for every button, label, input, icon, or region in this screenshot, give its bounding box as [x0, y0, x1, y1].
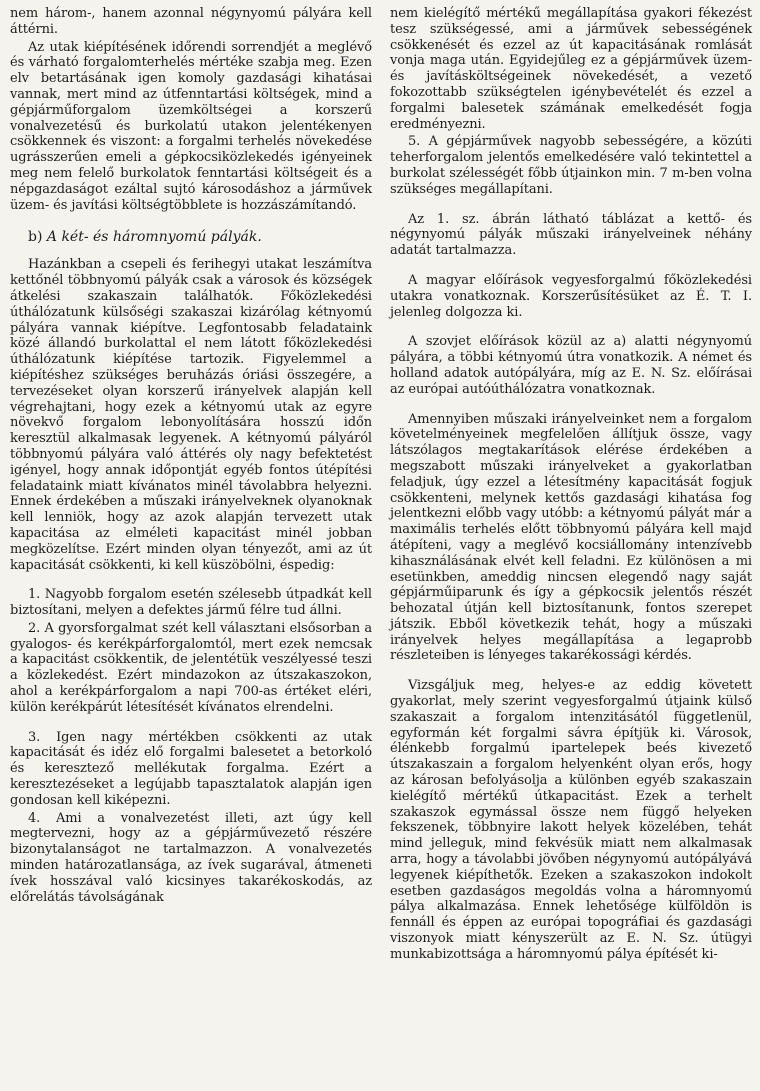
list-item: 5. A gépjárművek nagyobb sebességére, a közúti teherforgalom jelentős emelkedésére való tekintettel a burkolat szélességét főbb útjainkon min. 7 m-ben volna szükséges megállapítani.	[390, 134, 752, 197]
paragraph: Az utak kiépítésének időrendi sorrendjét a meglévő és várható forgalomterhelés mértéke szabja meg. Ezen elv betartásának igen komoly gazdasági kihatásai vannak, mert mind az útfenntartási költségek, mind a gépjárműforgalom üzemköltségei a korszerű vonalvezetésű és burkolatú utakon jelentékenyen csökkennek és viszont: a forgalmi terhelés növekedése ugrásszerűen emeli a gépkocsiközlekedés igényeinek meg nem felelő burkolatok fenntartási költségeit és a népgazdaságot ezáltal sujtó károsodáshoz a járművek üzem- és javítási költségtöbblete is hozzászámítandó.	[10, 39, 372, 213]
list-item: 4. Ami a vonalvezetést illeti, azt úgy kell megtervezni, hogy az a gépjárművezető részére bizonytalanságot ne tartalmazzon. A vonalvezetés minden határozatlansága, az ívek sugarával, átmeneti ívek hosszával való kicsinyes takarékoskodás, az előrelátás távolságának	[10, 810, 372, 905]
paragraph: nem kielégítő mértékű megállapítása gyakori fékezést tesz szükségessé, ami a járművek sebességének csökkenését és ezzel az út kapacitásának romlását vonja maga után. Egyidejűleg ez a gépjárművek üzem- és javításköltségeinek növekedését, a vezető fokozottabb szükségtelen igénybevételét és ezzel a forgalmi balesetek számának emelkedését fogja eredményezni.	[390, 6, 752, 132]
section-heading	[10, 229, 372, 245]
list-item: 3. Igen nagy mértékben csökkenti az utak kapacitását és idéz elő forgalmi balesetet a betorkoló és keresztező mellékutak forgalma. Ezért a keresztezéseket a legújabb tapasztalatok alapján igen gondosan kell kiképezni.	[10, 729, 372, 808]
paragraph: A magyar előírások vegyesforgalmú főközlekedési utakra vonatkoznak. Korszerűsítésüket az É. T. I. jelenleg dolgozza ki.	[390, 272, 752, 320]
paragraph: A szovjet előírások közül az a) alatti négynyomú pályára, a többi kétnyomú útra vonatkozik. A német és holland adatok autópályára, míg az E. N. Sz. előírásai az európai autóúthálózatra vonatkoznak.	[390, 334, 752, 397]
list-item: 2. A gyorsforgalmat szét kell választani elsősorban a gyalogos- és kerékpárforgalomtól, mert ezek nemcsak a kapacitást csökkentik, de jelentétük veszélyessé teszi a közlekedést. Ezért mindazokon az útszakaszokon, ahol a kerékpárforgalom a napi 700-as értéket eléri, külön kerékpárút létesítését kívánatos elrendelni.	[10, 620, 372, 715]
paragraph: Amennyiben műszaki irányelveinket nem a forgalom követelményeinek megfelelően állítjuk össze, vagy látszólagos megtakarítások elérése érdekében a megszabott műszaki irányelveket a gyakorlatban feladjuk, úgy ezzel a létesítmény kapacitását fogjuk csökkenteni, melynek kettős gazdasági kihatása fog jelentkezni előbb vagy utóbb: a kétnyomú pályát már a maximális terhelés előtt többnyomú pályára kell majd átépíteni, vagy a meglévő kocsiállomány intenzívebb kihasználásának elvét kell feladni. Ez különösen a mi esetünkben, ameddig nincsen elegendő nagy saját gépjárműiparunk és így a gépkocsik jelentős részét behozatal útján kell biztosítanunk, fontos szerepet játszik. Ebből következik tehát, hogy a műszaki irányelvek helyes megállapítása a legaprobb részleteiben is lényeges takarékossági kérdés.	[390, 411, 752, 664]
right-column	[390, 6, 752, 963]
paragraph: Az 1. sz. ábrán látható táblázat a kettő- és négynyomú pályák műszaki irányelveinek néhány adatát tartalmazza.	[390, 211, 752, 259]
paragraph: Vizsgáljuk meg, helyes-e az eddig követett gyakorlat, mely szerint vegyesforgalmú útjaink külső szakaszait a forgalom intenzitásától függetlenül, egyformán két forgalmi sávra építjük ki. Városok, élénkebb forgalmú ipartelepek beés kivezető útszakaszain a forgalom helyenként olyan erős, hogy az károsan befolyásolja a különben egyéb szakaszain kielégítő mértékű útkapacitást. Ezek a terhelt szakaszok egymással össze nem függő helyeken fekszenek, többnyire lakott helyek közelében, tehát mind jelleguk, mind fekvésük miatt nem alkalmasak arra, hogy a távolabbi jövőben négynyomú autópályává legyenek kiépíthetők. Ezeken a szakaszokon indokolt esetben gazdaságos megoldás volna a háromnyomú pálya alkalmazása. Ennek lehetősége külföldön is fennáll és éppen az európai topográfiai és gazdasági viszonyok miatt kényszerült az E. N. Sz. útügyi munkabizottsága a háromnyomú pálya építését ki-	[390, 678, 752, 962]
section-number: b)	[28, 229, 43, 246]
section-title: A két- és háromnyomú pályák.	[46, 229, 262, 246]
list-item: 1. Nagyobb forgalom esetén szélesebb útpadkát kell biztosítani, melyen a defektes jármű félre tud állni.	[10, 587, 372, 619]
left-column	[10, 6, 372, 905]
paragraph: nem három-, hanem azonnal négynyomú pályára kell áttérni.	[10, 6, 372, 37]
paragraph: Hazánkban a csepeli és ferihegyi utakat leszámítva kettőnél többnyomú pályák csak a városok és községek átkelési szakaszain találhatók. Főközlekedési úthálózatunk külsőségi szakaszai kizárólag kétnyomú pályára vannak kiépítve. Legfontosabb feladataink közé állandó burkolattal el nem látott főközlekedési úthálózatunk kiépítése tartozik. Figyelemmel a kiépítéshez szükséges beruházás óriási összegére, a tervezéseket olyan korszerű irányelvek alapján kell végrehajtani, hogy ezek a kétnyomú utak az egyre növekvő forgalom lebonyolítására hosszú időn keresztül alkalmasak legyenek. A kétnyomú pályáról többnyomú pályára való áttérés oly nagy befektetést igényel, hogy annak időpontját egyéb fontos útépítési feladataink miatt kívánatos minél távolabbra helyezni. Ennek érdekében a műszaki irányelveknek olyanoknak kell lenniök, hogy az azok alapján tervezett utak kapacitása az elméleti kapacitást minél jobban megközelítse. Ezért minden olyan tényezőt, ami az út kapacitását csökkenti, ki kell küszöbölni, éspedig:	[10, 257, 372, 573]
